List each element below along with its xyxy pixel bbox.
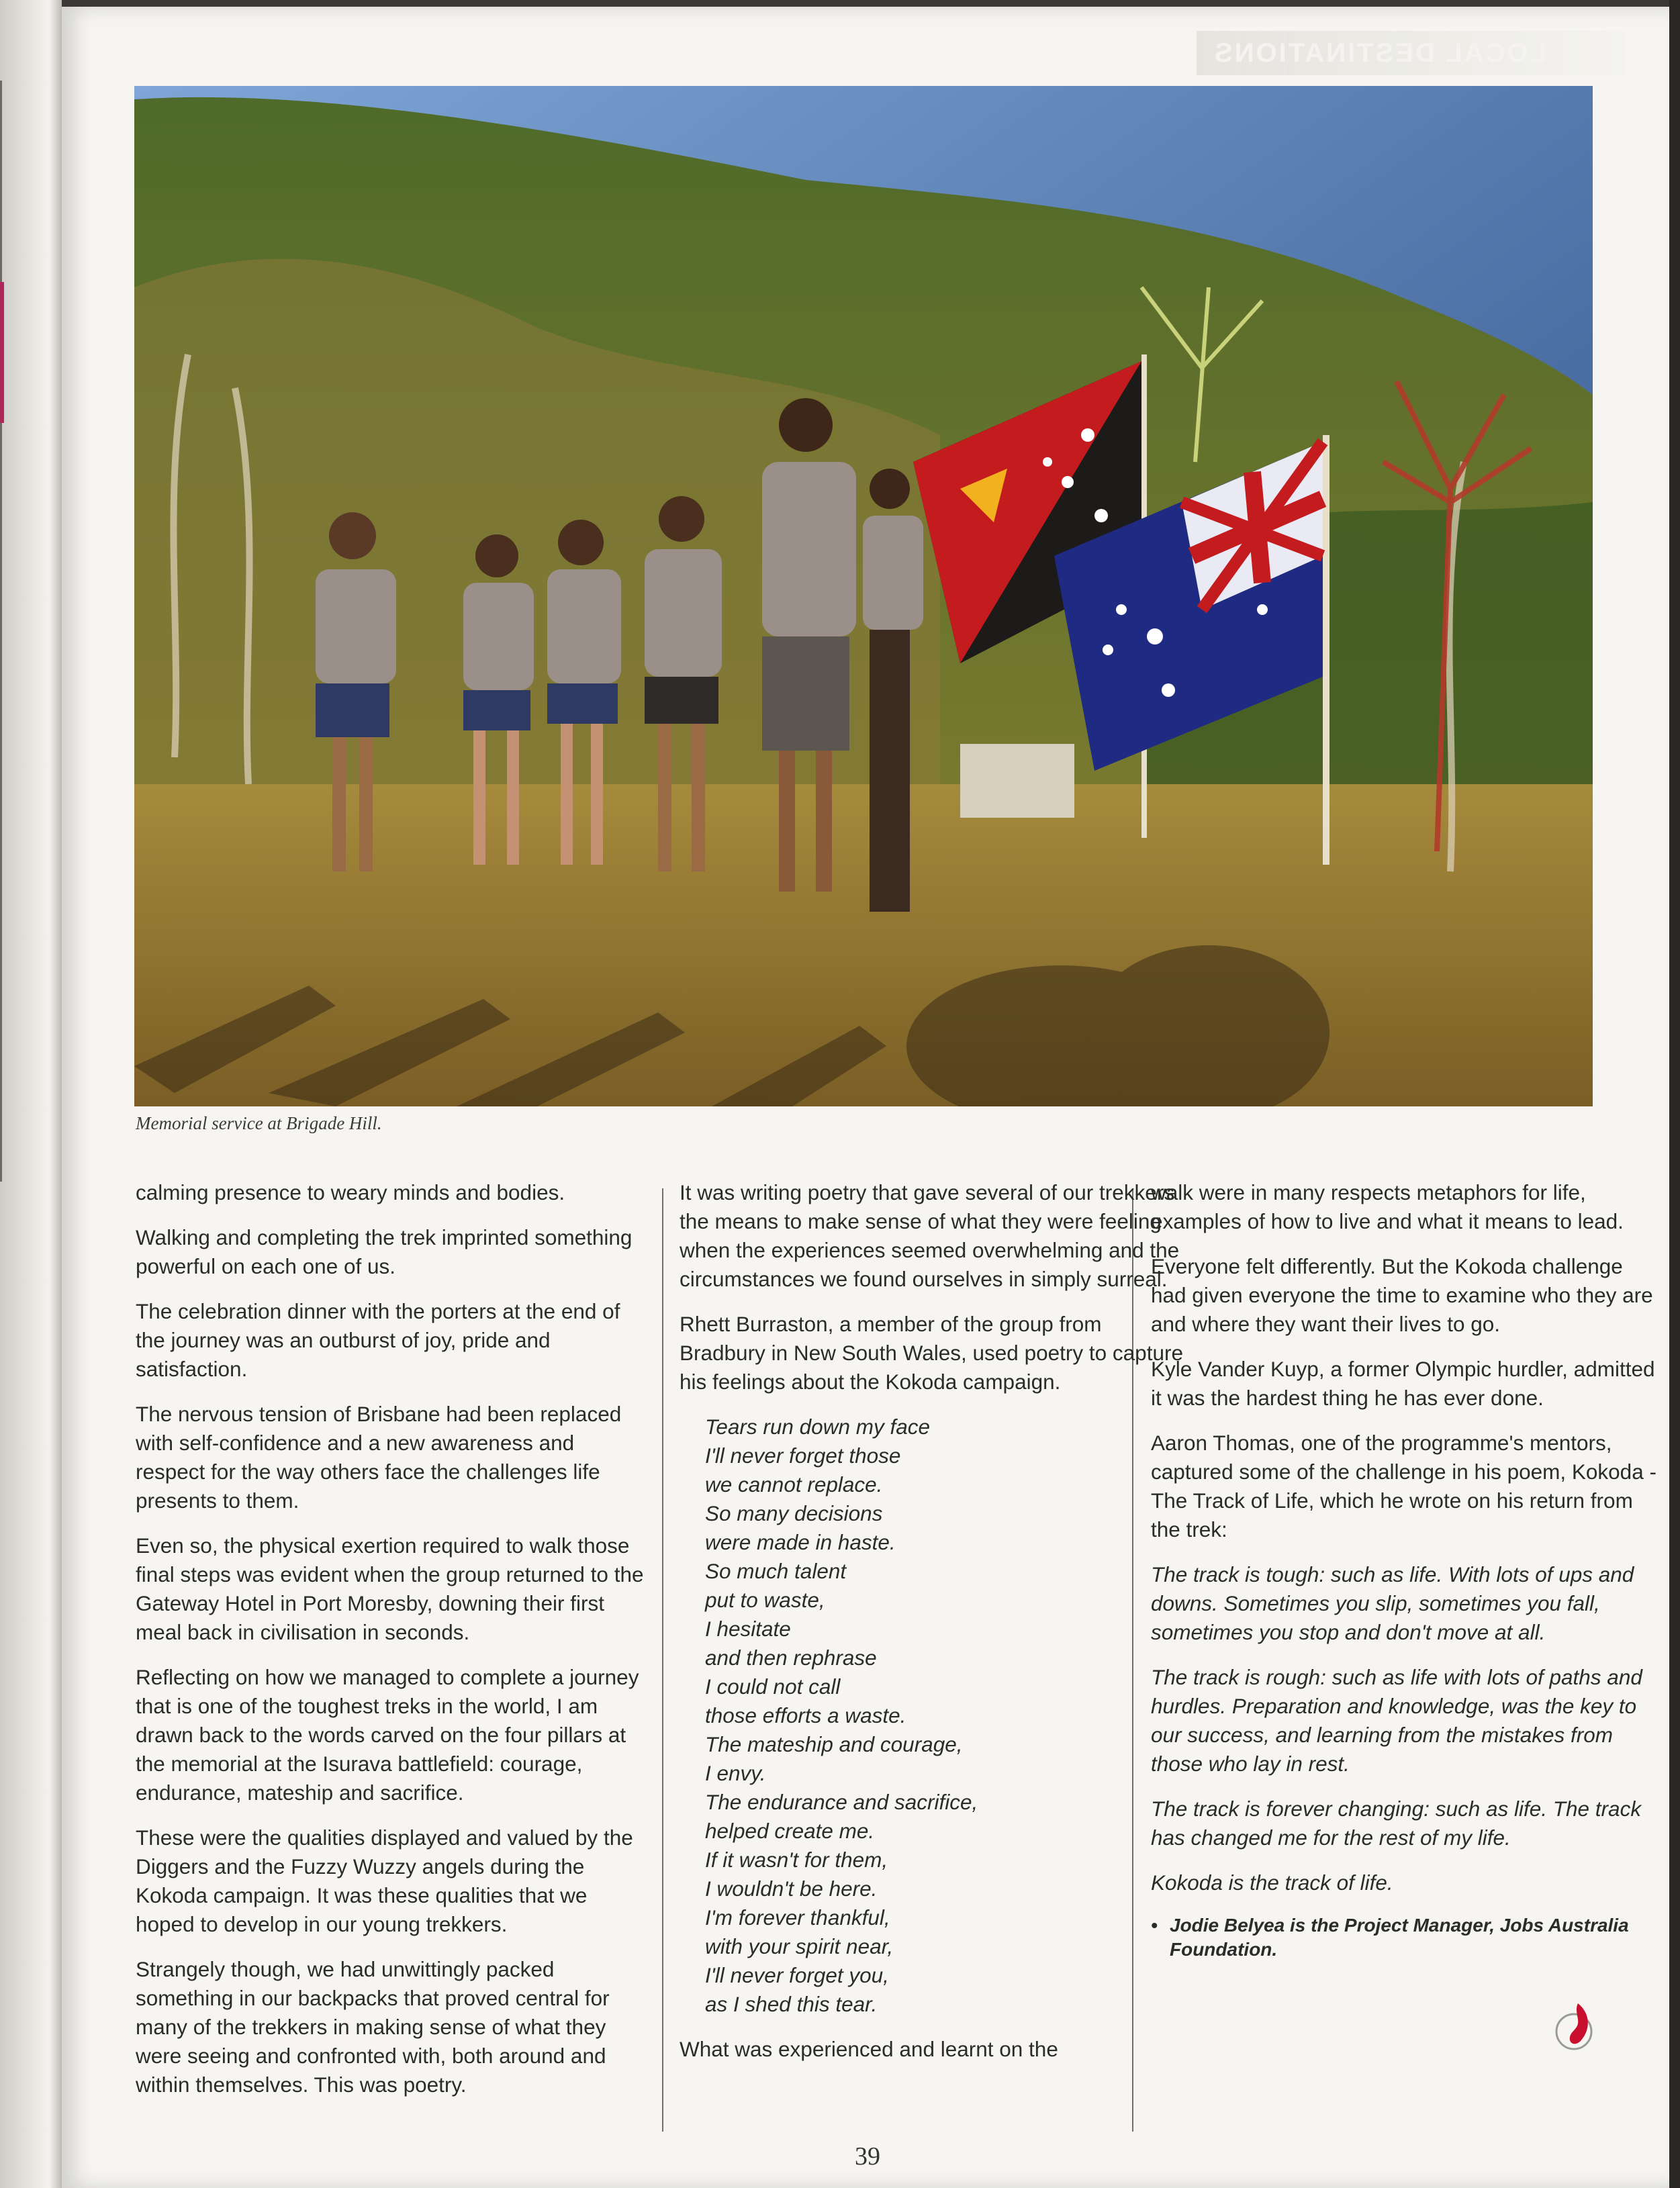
paragraph: calming presence to weary minds and bodies. xyxy=(136,1180,565,1204)
right-binding-edge xyxy=(1669,0,1680,2188)
paragraph: The nervous tension of Brisbane had been replaced with self-confidence and a new awareness and respect for the way others face the challenges life presents to them. xyxy=(136,1402,622,1513)
poem-line: I'll never forget those xyxy=(705,1443,901,1468)
memorial-photo xyxy=(134,86,1593,1106)
poem-line: I could not call xyxy=(705,1674,841,1699)
author-bio xyxy=(1151,1913,1661,1962)
poem-line: I'll never forget you, xyxy=(705,1963,889,1987)
paragraph: Walking and completing the trek imprinted something powerful on each one of us. xyxy=(136,1225,633,1278)
poem-line: So many decisions xyxy=(705,1501,883,1525)
paragraph: Reflecting on how we managed to complete a journey that is one of the toughest treks in the world, I am drawn back to the words carved on the four pillars at the memorial at the Isurava battlefield: courage, endurance, mateship and sacrifice. xyxy=(136,1665,639,1805)
poem-line: were made in haste. xyxy=(705,1530,896,1554)
paragraph: Kyle Vander Kuyp, a former Olympic hurdler, admitted it was the hardest thing he has ever done. xyxy=(1151,1357,1655,1410)
left-page-rule xyxy=(0,81,2,1182)
page-number: 39 xyxy=(855,2142,880,2171)
poem-line: and then rephrase xyxy=(705,1646,877,1670)
poem-line: So much talent xyxy=(705,1559,847,1583)
poem-line: The endurance and sacrifice, xyxy=(705,1790,978,1814)
paragraph: Strangely though, we had unwittingly packed something in our backpacks that proved central for many of the trekkers in making sense of what they were seeing and confronted with, both around and within themselves. This was poetry. xyxy=(136,1957,610,2097)
poem-line: I'm forever thankful, xyxy=(705,1905,890,1930)
section-tag: LOCAL DESTINATIONS xyxy=(1197,31,1626,75)
paragraph: It was writing poetry that gave several of our trekkers the means to make sense of what they were feeling when the experiences seemed overwhelming and the circumstances we found ourselves in simply surreal. xyxy=(680,1180,1180,1291)
bio-text: Jodie Belyea is the Project Manager, Jobs Australia Foundation. xyxy=(1170,1915,1629,1960)
poem-line: I envy. xyxy=(705,1761,766,1785)
article-column-3 xyxy=(1151,1178,1661,1962)
poem-line: I hesitate xyxy=(705,1617,791,1641)
paragraph: walk were in many respects metaphors for life, examples of how to live and what it means to lead. xyxy=(1151,1180,1624,1233)
left-page-edge xyxy=(0,0,62,2188)
poem-line: I wouldn't be here. xyxy=(705,1876,878,1901)
end-mark-logo-icon xyxy=(1551,1999,1598,2053)
poem-line: put to waste, xyxy=(705,1588,825,1612)
poem-stanza: The track is rough: such as life with lots of paths and hurdles. Preparation and knowledge, was the key to our success, and learning from the mistakes from those who lay in rest. xyxy=(1151,1665,1642,1776)
poem-line: with your spirit near, xyxy=(705,1934,894,1958)
paragraph: Everyone felt differently. But the Kokoda challenge had given everyone the time to examine who they are and where they want their lives to go. xyxy=(1151,1254,1653,1336)
article-column-2 xyxy=(680,1178,1190,2080)
paragraph: What was experienced and learnt on the xyxy=(680,2037,1058,2061)
photo-caption: Memorial service at Brigade Hill. xyxy=(136,1113,382,1133)
poem-stanza: The track is forever changing: such as life. The track has changed me for the rest of my life. xyxy=(1151,1797,1642,1850)
paragraph: These were the qualities displayed and valued by the Diggers and the Fuzzy Wuzzy angels during the Kokoda campaign. It was these qualities that we hoped to develop in our young trekkers. xyxy=(136,1825,633,1936)
poem-block xyxy=(705,1413,1190,2019)
poem-stanza: Kokoda is the track of life. xyxy=(1151,1870,1393,1895)
poem-line: helped create me. xyxy=(705,1819,875,1843)
magazine-page xyxy=(62,7,1673,2188)
paragraph: Even so, the physical exertion required to walk those final steps was evident when the group returned to the Gateway Hotel in Port Moresby, downing their first meal back in civilisation in seconds. xyxy=(136,1533,644,1644)
poem-line: Tears run down my face xyxy=(705,1415,930,1439)
paragraph: The celebration dinner with the porters at the end of the journey was an outburst of joy, pride and satisfaction. xyxy=(136,1299,620,1381)
column-divider-1 xyxy=(662,1188,663,2132)
poem-line: as I shed this tear. xyxy=(705,1992,878,2016)
poem-line: we cannot replace. xyxy=(705,1472,883,1496)
photo-illustration xyxy=(134,86,1593,1106)
article-column-1 xyxy=(136,1178,646,2115)
bio-bullet: • xyxy=(1151,1915,1158,1936)
poem-stanza: The track is tough: such as life. With lots of ups and downs. Sometimes you slip, sometimes you fall, sometimes you stop and don't move at all. xyxy=(1151,1562,1634,1644)
poem-line: The mateship and courage, xyxy=(705,1732,963,1756)
paragraph: Aaron Thomas, one of the programme's mentors, captured some of the challenge in his poem, Kokoda - The Track of Life, which he wrote on his return from the trek: xyxy=(1151,1431,1656,1541)
poem-line: If it wasn't for them, xyxy=(705,1848,888,1872)
poem-line: those efforts a waste. xyxy=(705,1703,906,1727)
paragraph: Rhett Burraston, a member of the group from Bradbury in New South Wales, used poetry to capture his feelings about the Kokoda campaign. xyxy=(680,1312,1183,1394)
left-page-color-mark xyxy=(0,282,4,423)
